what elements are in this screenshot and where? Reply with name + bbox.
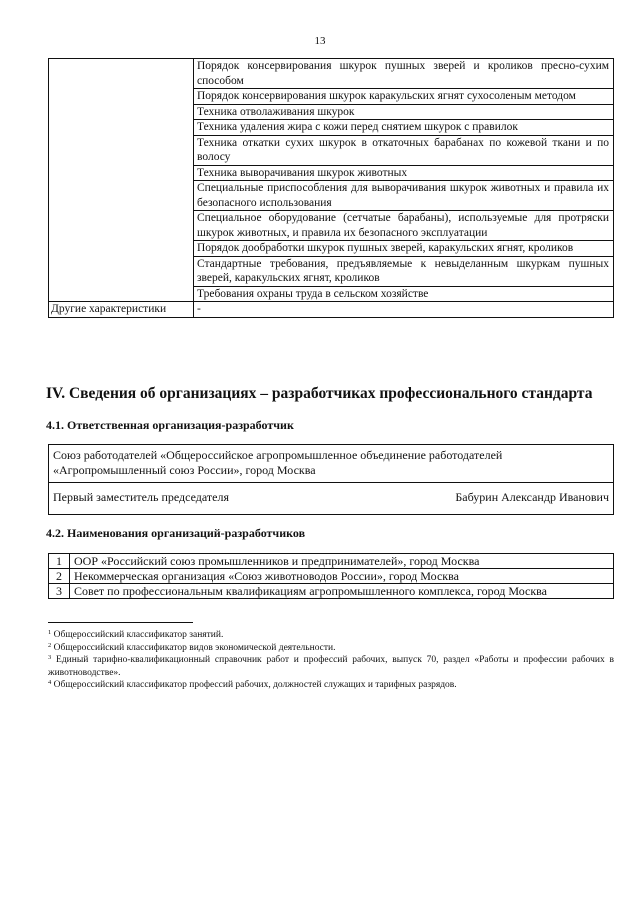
footnote-text: Единый тарифно-квалификационный справочник работ и профессий рабочих, выпуск 70, раздел «Работы и профессии рабочих в животноводстве». <box>48 655 615 678</box>
developer-name: Некоммерческая организация «Союз животноводов России», город Москва <box>70 569 614 584</box>
footnote-text: Общероссийский классификатор занятий. <box>53 630 224 640</box>
signatory-name: Бабурин Александр Иванович <box>455 490 609 504</box>
requirement-item: Техника откатки сухих шкурок в откаточных барабанах по кожевой ткани и по волосу <box>194 135 614 165</box>
requirement-item: Стандартные требования, предъявляемые к невыделанным шкуркам пушных зверей, каракульских ягнят, кроликов <box>194 256 614 286</box>
requirement-item: Порядок консервирования шкурок каракульских ягнят сухосоленым методом <box>194 89 614 105</box>
footnote <box>48 679 614 692</box>
requirement-item: Специальные приспособления для выворачивания шкурок животных и правила их безопасного использования <box>194 181 614 211</box>
footnote <box>48 654 614 679</box>
developer-name: ООР «Российский союз промышленников и предпринимателей», город Москва <box>70 554 614 569</box>
footnote-mark: 2 <box>48 641 52 649</box>
table-row <box>49 445 614 483</box>
footnote-text: Общероссийский классификатор видов экономической деятельности. <box>53 642 336 653</box>
empty-label-cell <box>49 59 194 302</box>
requirement-item: Техника удаления жира с кожи перед снятием шкурок с правилок <box>194 120 614 136</box>
other-characteristics-label: Другие характеристики <box>49 302 194 318</box>
signatory-cell <box>49 483 614 515</box>
developer-number: 3 <box>49 584 70 599</box>
footnote-mark: 1 <box>48 629 52 636</box>
footnote <box>48 629 614 642</box>
section-title: IV. Сведения об организациях – разработчиках профессионального стандарта <box>46 385 593 402</box>
responsible-org-table <box>48 444 614 515</box>
other-characteristics-value: - <box>194 302 614 318</box>
footnotes <box>48 629 614 692</box>
table-row <box>49 59 614 89</box>
requirement-item: Техника выворачивания шкурок животных <box>194 165 614 181</box>
developers-heading: 4.2. Наименования организаций-разработчиков <box>46 526 306 540</box>
footnote <box>48 642 614 655</box>
requirement-item: Порядок консервирования шкурок пушных зверей и кроликов пресно-сухим способом <box>194 59 614 89</box>
table-row <box>49 569 614 584</box>
signatory-position: Первый заместитель председателя <box>53 490 229 504</box>
footnote-text: Общероссийский классификатор профессий рабочих, должностей служащих и тарифных разрядов. <box>53 680 457 690</box>
footnote-divider <box>48 622 193 623</box>
table-row <box>49 302 614 318</box>
developer-number: 2 <box>49 569 70 584</box>
table-row <box>49 584 614 599</box>
requirement-item: Техника отволаживания шкурок <box>194 104 614 120</box>
requirement-item: Требования охраны труда в сельском хозяйстве <box>194 286 614 302</box>
table-row <box>49 483 614 515</box>
developers-table <box>48 553 614 599</box>
requirements-table <box>48 58 614 318</box>
requirement-item: Специальное оборудование (сетчатые барабаны), используемые для протряски шкурок животных, и правила их безопасного эксплуатации <box>194 211 614 241</box>
responsible-org-name: Союз работодателей «Общероссийское агропромышленное объединение работодателей «Агропромышленный союз России», город Москва <box>49 445 614 483</box>
developer-name: Совет по профессиональным квалификациям агропромышленного комплекса, город Москва <box>70 584 614 599</box>
footnote-mark: 3 <box>48 654 52 661</box>
footnote-mark: 4 <box>48 679 52 686</box>
page-number: 13 <box>314 35 326 47</box>
responsible-org-heading: 4.1. Ответственная организация-разработчик <box>46 418 294 432</box>
developer-number: 1 <box>49 554 70 569</box>
table-row <box>49 554 614 569</box>
requirement-item: Порядок дообработки шкурок пушных зверей, каракульских ягнят, кроликов <box>194 241 614 257</box>
